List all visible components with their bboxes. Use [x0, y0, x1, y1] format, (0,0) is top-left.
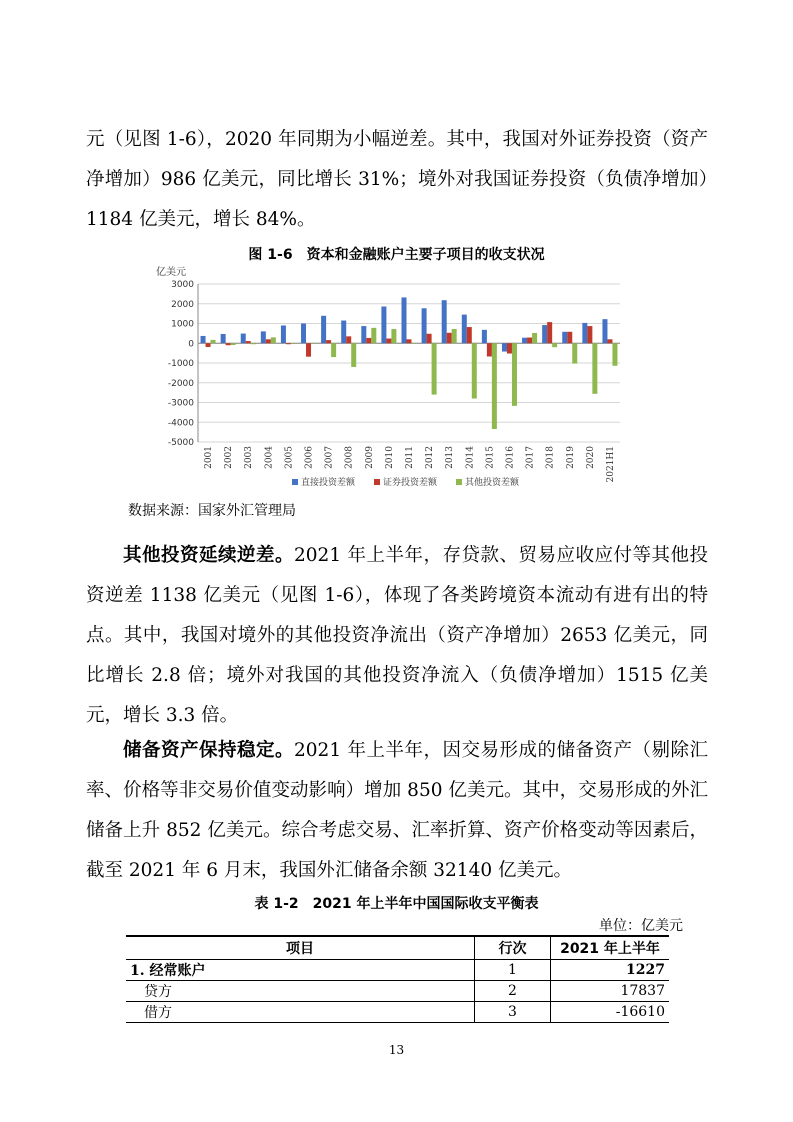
bar [467, 327, 472, 343]
bar [386, 339, 391, 344]
bar [321, 316, 326, 343]
y-tick-label: 2000 [171, 299, 194, 310]
row-item: 借方 [126, 1002, 475, 1023]
bar [286, 343, 291, 344]
table-row [126, 981, 669, 1002]
y-tick-label: 1000 [171, 319, 194, 330]
bar [452, 329, 457, 343]
bar [261, 331, 266, 343]
x-tick-label: 2015 [485, 446, 496, 469]
x-tick-label: 2003 [244, 446, 255, 469]
bar [487, 343, 492, 356]
bar [607, 339, 612, 343]
bar [427, 334, 432, 343]
bar [562, 332, 567, 343]
bar [241, 334, 246, 344]
bar [402, 297, 407, 343]
y-tick-label: -4000 [167, 418, 194, 429]
paragraph-body-reserve-assets: 2021 年上半年，因交易形成的储备资产（剔除汇率、价格等非交易价值变动影响）增加 850 亿美元。其中，交易形成的外汇储备上升 852 亿美元。综合考虑交易、汇率折算、资产价格变动等因素后，截至 2021 年 6 月末，我国外汇储备余额 32140 亿美元。 [86, 740, 708, 881]
y-tick-label: -1000 [167, 359, 194, 369]
paragraph-reserve-assets [86, 731, 708, 891]
header-item: 项目 [126, 936, 475, 960]
bar [527, 338, 532, 344]
table-row [126, 960, 669, 981]
table-title: 表 1-2 2021 年上半年中国国际收支平衡表 [254, 896, 539, 912]
x-tick-label: 2006 [304, 446, 315, 469]
bar [226, 343, 231, 345]
bar [206, 343, 211, 347]
bar [311, 343, 316, 344]
row-item: 贷方 [126, 981, 475, 1002]
x-tick-label: 2014 [465, 446, 476, 469]
bar [592, 343, 597, 394]
bar [271, 337, 276, 343]
x-tick-label: 2017 [525, 446, 536, 469]
paragraph-body-other-investment: 2021 年上半年，存贷款、贸易应收应付等其他投资逆差 1138 亿美元（见图 1-6），体现了各类跨境资本流动有进有出的特点。其中，我国对境外的其他投资净流出（资产净增加）2653 亿美元，同比增长 2.8 倍；境外对我国的其他投资净流入（负债净增加）1515 亿美元，增长 3.3 倍。 [86, 545, 708, 726]
bar [542, 325, 547, 343]
bar [281, 325, 286, 343]
x-tick-label: 2016 [505, 446, 516, 469]
bar [412, 343, 417, 344]
table-unit: 单位：亿美元 [599, 918, 683, 934]
x-tick-label: 2008 [344, 446, 355, 469]
bar [371, 328, 376, 343]
bar [492, 343, 497, 429]
row-item: 1. 经常账户 [126, 960, 475, 981]
x-tick-label: 2012 [425, 446, 436, 469]
x-tick-label: 2018 [545, 446, 556, 469]
bar [246, 341, 251, 343]
row-number: 2 [475, 981, 551, 1002]
figure-source: 数据来源：国家外汇管理局 [128, 503, 296, 519]
legend-swatch [292, 479, 298, 485]
legend-label: 证券投资差额 [383, 478, 438, 488]
page-number: 13 [388, 1043, 405, 1057]
legend-label: 其他投资差额 [465, 478, 520, 488]
legend-swatch [374, 479, 380, 485]
paragraph-lead-reserve-assets: 储备资产保持稳定。 [123, 740, 295, 761]
y-tick-label: -2000 [167, 378, 194, 389]
y-axis-label: 亿美元 [156, 267, 186, 278]
bop-table [126, 935, 669, 1023]
bar [522, 338, 527, 344]
x-tick-label: 2020 [585, 446, 596, 469]
x-tick-label: 2010 [384, 446, 395, 469]
bar [612, 343, 617, 366]
bar [391, 329, 396, 343]
y-tick-label: -5000 [167, 438, 194, 448]
x-tick-label: 2002 [224, 446, 235, 469]
bar [447, 333, 452, 343]
bar [291, 343, 296, 344]
row-number: 1 [475, 960, 551, 981]
figure-title: 图 1-6 资本和金融账户主要子项目的收支状况 [248, 247, 545, 263]
bar [532, 333, 537, 343]
bar [512, 343, 517, 406]
bar [502, 343, 507, 351]
bar [547, 322, 552, 343]
paragraph-lead-other-investment: 其他投资延续逆差。 [123, 545, 295, 566]
bar [407, 339, 412, 343]
y-tick-label: -3000 [167, 398, 194, 409]
row-value: -16610 [551, 1002, 670, 1023]
bar [432, 343, 437, 394]
bar [507, 343, 512, 353]
bar [482, 330, 487, 343]
bar [306, 343, 311, 356]
y-tick-label: 0 [188, 339, 194, 350]
bar [341, 321, 346, 344]
x-tick-label: 2005 [284, 446, 295, 469]
bar [582, 323, 587, 343]
legend-label: 直接投资差额 [301, 478, 356, 488]
legend-swatch [456, 479, 462, 485]
x-tick-label: 2019 [565, 446, 576, 469]
x-tick-label: 2007 [324, 446, 335, 469]
header-value: 2021 年上半年 [551, 936, 670, 960]
bar [301, 324, 306, 344]
bar [361, 326, 366, 343]
bar [351, 343, 356, 367]
x-tick-label: 2021H1 [605, 446, 616, 483]
capital-account-bar-chart [150, 262, 630, 497]
table-header-row [126, 936, 669, 960]
bar [442, 300, 447, 343]
bar [231, 343, 236, 345]
bar [552, 343, 557, 347]
x-tick-label: 2009 [364, 446, 375, 469]
row-value: 17837 [551, 981, 670, 1002]
bar [587, 326, 592, 343]
row-value: 1227 [551, 960, 670, 981]
x-tick-label: 2001 [204, 446, 215, 469]
bar [211, 340, 216, 343]
bar [326, 340, 331, 343]
bar [567, 332, 572, 343]
header-row-number: 行次 [475, 936, 551, 960]
x-tick-label: 2004 [264, 446, 275, 469]
bar [422, 308, 427, 343]
x-tick-label: 2011 [405, 446, 415, 469]
paragraph-securities: 元（见图 1-6），2020 年同期为小幅逆差。其中，我国对外证券投资（资产净增加）986 亿美元，同比增长 31%；境外对我国证券投资（负债净增加）1184 亿美元，增长 84%。 [86, 129, 708, 230]
x-tick-label: 2013 [445, 446, 456, 469]
bar [331, 343, 336, 357]
bar [221, 334, 226, 343]
bar [346, 336, 351, 343]
y-tick-label: 3000 [171, 280, 194, 290]
row-number: 3 [475, 1002, 551, 1023]
bar [266, 339, 271, 343]
table-row [126, 1002, 669, 1023]
paragraph-other-investment [86, 536, 708, 736]
bar [251, 343, 256, 344]
bar [472, 343, 477, 398]
bar [572, 343, 577, 363]
bar [602, 319, 607, 343]
bar [201, 336, 206, 343]
bar [381, 307, 386, 344]
bar [462, 315, 467, 344]
bar [366, 338, 371, 343]
